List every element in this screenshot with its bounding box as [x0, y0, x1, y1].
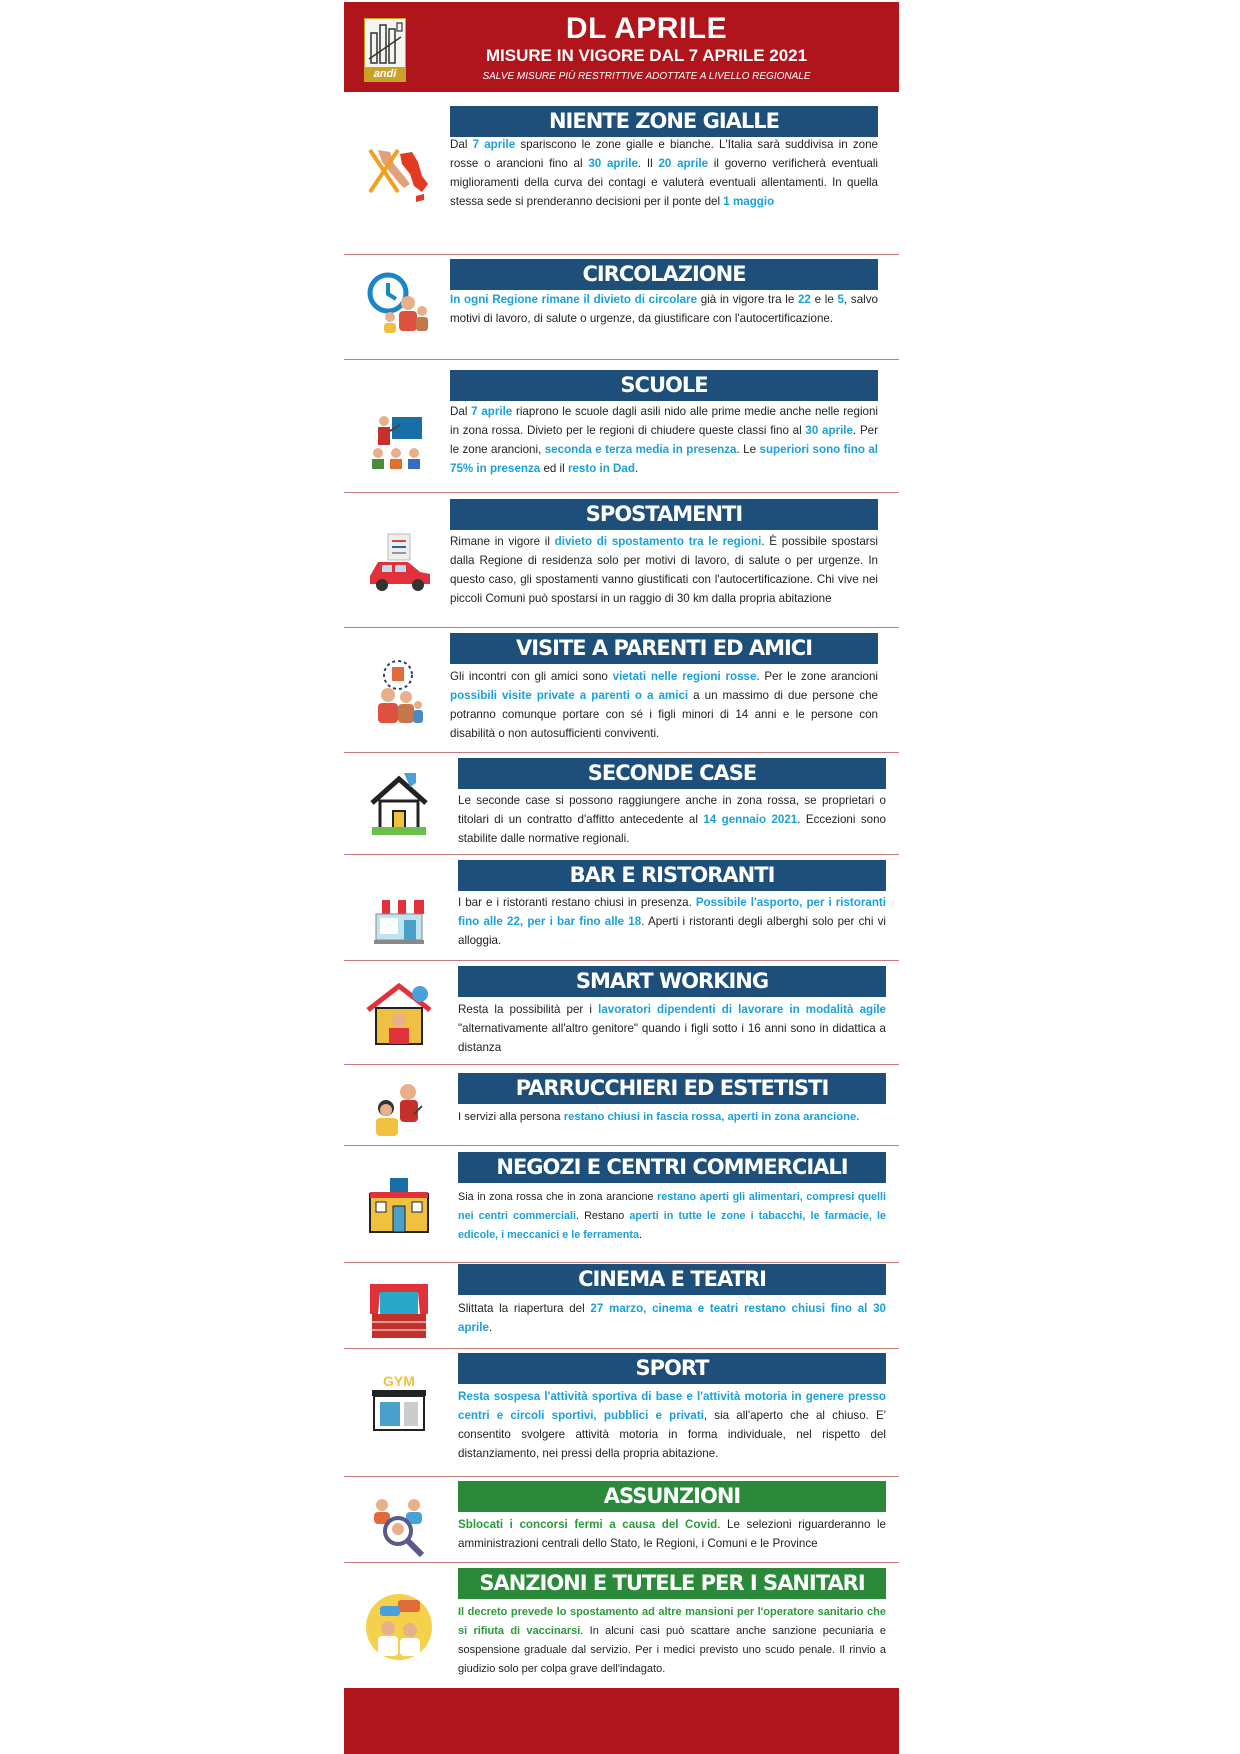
- section-divider: [344, 960, 899, 961]
- text-run: Gli incontri con gli amici sono: [450, 670, 613, 683]
- text-run: Dal: [450, 138, 473, 151]
- infographic-page: [344, 2, 899, 1754]
- family-visit-icon: [364, 657, 434, 732]
- highlight-text: 7 aprile: [472, 138, 516, 151]
- text-run: .: [638, 1229, 642, 1241]
- page-subtitle: MISURE IN VIGORE DAL 7 APRILE 2021: [485, 46, 808, 65]
- section-text: [458, 1603, 886, 1679]
- highlight-text: restano chiusi in fascia rossa, aperti in zona arancione.: [563, 1111, 860, 1123]
- text-run: , salvo motivi di lavoro, di salute o urgenze, da giustificare con l'autocertificazione.: [450, 293, 878, 325]
- text-run: I servizi alla persona: [458, 1111, 564, 1123]
- highlight-text: 22: [797, 293, 811, 306]
- highlight-text: seconda e terza media in presenza: [544, 443, 737, 456]
- section-text: [458, 1000, 886, 1057]
- section-divider: [344, 359, 899, 360]
- hairdresser-icon: [364, 1078, 434, 1153]
- text-run: . Per le zone arancioni: [756, 670, 878, 683]
- section-title: SPORT: [458, 1353, 886, 1384]
- highlight-text: 14 gennaio 2021: [703, 813, 798, 826]
- section-title: SECONDE CASE: [458, 758, 886, 789]
- section-divider: [344, 1064, 899, 1065]
- highlight-text: possibili visite private a parenti o a amici: [450, 689, 689, 702]
- text-run: Resta la possibilità per i: [458, 1003, 599, 1016]
- highlight-text: restano aperti gli alimentari, compresi quelli nei centri commerciali: [458, 1191, 887, 1222]
- text-run: "alternativamente all'altro genitore" quando i figli sotto i 16 anni sono in didattica a distanza: [458, 1022, 886, 1054]
- section-divider: [344, 752, 899, 753]
- text-run: . Eccezioni sono stabilite dalle normative regionali.: [458, 813, 886, 845]
- highlight-text: aperti in tutte le zone i tabacchi, le farmacie, le edicole, i meccanici e le ferramenta: [458, 1210, 886, 1241]
- text-run: . Le: [736, 443, 760, 456]
- section-title: SMART WORKING: [458, 966, 886, 997]
- text-run: . Le selezioni riguarderanno le amministrazioni centrali dello Stato, le Regioni, i Comuni e le Province: [458, 1518, 886, 1550]
- section-text: [458, 1515, 886, 1553]
- section-text: [450, 667, 878, 743]
- highlight-text: divieto di spostamento tra le regioni: [554, 535, 762, 548]
- text-run: già in vigore tra le: [697, 293, 798, 306]
- section-text: [450, 135, 878, 211]
- text-run: Rimane in vigore il: [450, 535, 555, 548]
- highlight-text: 20 aprile: [658, 157, 709, 170]
- highlight-text: Resta sospesa l'attività sportiva di base e l'attività motoria in genere presso centri e circoli sportivi, pubblici e privati: [458, 1390, 886, 1422]
- highlight-text: Il decreto prevede lo spostamento ad altre mansioni per l'operatore sanitario che si rifiuta di vaccinarsi: [458, 1606, 886, 1637]
- text-run: . Per le zone arancioni,: [450, 424, 878, 456]
- section-text: [458, 893, 886, 950]
- shop-awning-icon: [364, 884, 434, 959]
- section-divider: [344, 254, 899, 255]
- text-run: spariscono le zone gialle e bianche. L'Italia sarà suddivisa in zone rosse o arancioni fino al: [450, 138, 879, 170]
- classroom-icon: [364, 407, 434, 482]
- section-divider: [344, 1145, 899, 1146]
- section-divider: [344, 492, 899, 493]
- header-banner: [344, 2, 899, 92]
- clock-family-icon: [364, 267, 434, 342]
- section-divider: [344, 1562, 899, 1563]
- section-text: [458, 1299, 886, 1337]
- text-run: il governo verificherà eventuali miglioramenti della curva dei contagi e valuterà eventuali allentamenti. In quella stessa sede si prenderanno decisioni per il ponte del: [450, 157, 878, 208]
- footer-banner: [344, 1688, 899, 1754]
- section-title: SCUOLE: [450, 370, 878, 401]
- section-divider: [344, 1262, 899, 1263]
- text-run: Dal: [450, 405, 472, 418]
- text-run: .: [634, 462, 639, 475]
- page-title: DL APRILE: [565, 12, 728, 45]
- car-icon: [364, 528, 434, 603]
- highlight-text: resto in Dad: [567, 462, 635, 475]
- highlight-text: 27 marzo, cinema e teatri restano chiusi fino al 30 aprile: [458, 1302, 886, 1334]
- text-run: . In alcuni casi può scattare anche sanzione pecuniaria e sospensione graduale dal servizio. Per i medici previsto uno scudo penale. Il rinvio a giudizio solo per colpa grave dell'indagato.: [458, 1625, 886, 1675]
- section-text: [458, 1387, 886, 1463]
- home-worker-icon: [364, 980, 434, 1055]
- section-text: [458, 1108, 886, 1127]
- svg-text:GYM: GYM: [383, 1373, 415, 1389]
- italy-map-icon: [364, 142, 434, 217]
- section-text: [450, 532, 878, 608]
- highlight-text: vietati nelle regioni rosse: [612, 670, 757, 683]
- highlight-text: 30 aprile: [805, 424, 853, 437]
- text-run: I bar e i ristoranti restano chiusi in presenza.: [458, 896, 696, 909]
- house-icon: [364, 769, 434, 844]
- section-divider: [344, 1348, 899, 1349]
- section-title: CIRCOLAZIONE: [450, 259, 878, 290]
- logo-text: andi: [365, 67, 405, 81]
- section-title: CINEMA E TEATRI: [458, 1264, 886, 1295]
- andi-logo-mark: [365, 19, 405, 67]
- section-text: [450, 402, 878, 478]
- andi-logo: [364, 18, 406, 82]
- text-run: . Il: [637, 157, 659, 170]
- gym-icon: [364, 1368, 434, 1443]
- section-title: VISITE A PARENTI ED AMICI: [450, 633, 878, 664]
- text-run: riaprono le scuole dagli asili nido alle prime medie anche nelle regioni in zona rossa. Divieto per le regioni di chiudere queste classi fino al: [450, 405, 879, 437]
- text-run: . È possibile spostarsi dalla Regione di residenza solo per motivi di lavoro, di salute o per urgenze. In questo caso, gli spostamenti vanno giustificati con l'autocertificazione. Chi vive nei piccoli Comuni può spostarsi in un raggio di 30 km dalla propria abitazione: [450, 535, 879, 605]
- text-run: ed il: [540, 462, 568, 475]
- section-divider: [344, 627, 899, 628]
- highlight-text: Sblocati i concorsi fermi a causa del Covid: [458, 1518, 718, 1531]
- section-text: [458, 791, 886, 848]
- theater-stage-icon: [364, 1274, 434, 1349]
- text-run: .: [488, 1321, 493, 1334]
- highlight-text: 7 aprile: [471, 405, 513, 418]
- text-run: Sia in zona rossa che in zona arancione: [458, 1191, 658, 1203]
- highlight-text: superiori sono fino al 75% in presenza: [450, 443, 879, 475]
- page-note: SALVE MISURE PIÙ RESTRITTIVE ADOTTATE A LIVELLO REGIONALE: [482, 71, 811, 82]
- text-run: a un massimo di due persone che potranno comunque portare con sé i figli minori di 14 anni e le persone con disabilità o non autosufficienti conviventi.: [450, 689, 878, 740]
- section-text: [458, 1188, 886, 1245]
- text-run: . Aperti i ristoranti degli alberghi solo per chi vi alloggia.: [458, 915, 886, 947]
- section-title: PARRUCCHIERI ED ESTETISTI: [458, 1073, 886, 1104]
- highlight-text: 1 maggio: [723, 195, 775, 208]
- text-run: Slittata la riapertura del: [458, 1302, 591, 1315]
- section-title: SPOSTAMENTI: [450, 499, 878, 530]
- highlight-text: In ogni Regione rimane il divieto di circolare: [450, 293, 698, 306]
- highlight-text: Possibile l'asporto, per i ristoranti fino alle 22, per i bar fino alle 18: [458, 896, 887, 928]
- section-divider: [344, 1476, 899, 1477]
- highlight-text: lavoratori dipendenti di lavorare in modalità agile: [598, 1003, 886, 1016]
- recruitment-icon: [364, 1491, 434, 1566]
- highlight-text: 5: [837, 293, 844, 306]
- text-run: Le seconde case si possono raggiungere anche in zona rossa, se proprietari o titolari di un contratto d'affitto antecedente al: [458, 794, 886, 826]
- doctors-icon: [364, 1592, 434, 1667]
- section-title: BAR E RISTORANTI: [458, 860, 886, 891]
- section-title: NEGOZI E CENTRI COMMERCIALI: [458, 1152, 886, 1183]
- section-title: ASSUNZIONI: [458, 1481, 886, 1512]
- text-run: , sia all'aperto che al chiuso. E' consentito svolgere attività motoria in forma individuale, nel rispetto del distanziamento, nei pressi della propria abitazione.: [458, 1409, 887, 1460]
- section-text: [450, 290, 878, 328]
- section-title: NIENTE ZONE GIALLE: [450, 106, 878, 137]
- section-divider: [344, 854, 899, 855]
- mall-icon: [364, 1170, 434, 1245]
- text-run: e le: [810, 293, 838, 306]
- highlight-text: 30 aprile: [588, 157, 638, 170]
- section-title: SANZIONI E TUTELE PER I SANITARI: [458, 1568, 886, 1599]
- text-run: . Restano: [576, 1210, 630, 1222]
